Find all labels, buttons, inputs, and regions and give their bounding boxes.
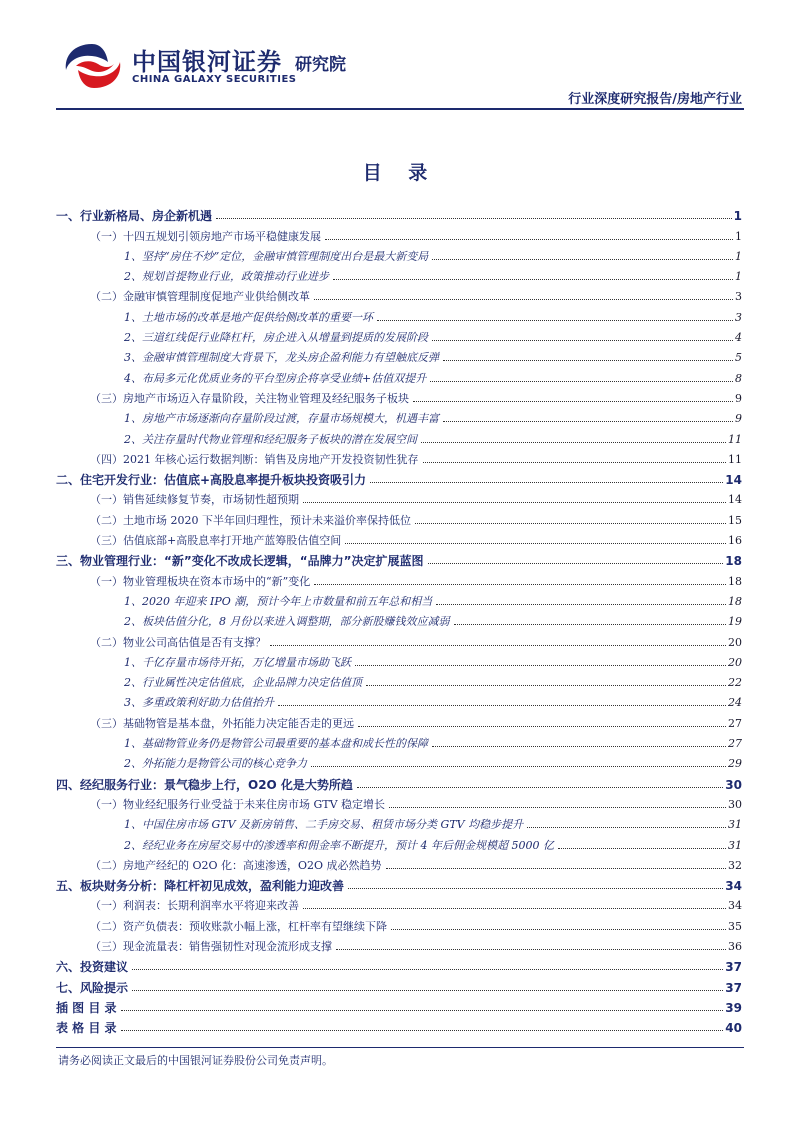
toc-leader-dots xyxy=(558,848,726,849)
toc-entry[interactable] xyxy=(56,812,742,832)
toc-entry-page: 14 xyxy=(725,473,742,488)
toc-entry-title: 表 格 目 录 xyxy=(56,1021,117,1036)
toc-entry-title: 1、千亿存量市场待开拓，万亿增量市场助飞跃 xyxy=(124,655,351,669)
company-logo xyxy=(62,40,362,100)
toc-entry-title: 四、经纪服务行业：景气稳步上行，O2O 化是大势所趋 xyxy=(56,777,353,792)
toc-entry-title: （二）资产负债表：预收账款小幅上涨，杠杆率有望继续下降 xyxy=(90,919,387,933)
toc-entry[interactable] xyxy=(56,609,742,629)
toc-entry-page: 3 xyxy=(735,310,742,324)
research-institute-label: 研究院 xyxy=(295,55,346,75)
toc-leader-dots xyxy=(348,888,723,889)
toc-leader-dots xyxy=(386,868,726,869)
toc-entry-page: 18 xyxy=(728,574,742,588)
toc-entry-page: 15 xyxy=(728,513,742,527)
toc-entry-title: （四）2021 年核心运行数据判断：销售及房地产开发投资韧性犹存 xyxy=(90,452,419,466)
toc-entry-page: 40 xyxy=(725,1021,742,1036)
toc-entry-title: 一、行业新格局、房企新机遇 xyxy=(56,209,213,224)
toc-leader-dots xyxy=(357,787,723,788)
toc-entry-title: 4、布局多元化优质业务的平台型房企将享受业绩+估值双提升 xyxy=(124,371,427,385)
toc-entry-title: （二）金融审慎管理制度促地产业供给侧改革 xyxy=(90,290,310,304)
toc-entry-page: 36 xyxy=(728,939,742,953)
toc-leader-dots xyxy=(121,1010,724,1011)
toc-leader-dots xyxy=(311,766,726,767)
toc-leader-dots xyxy=(303,502,726,503)
toc-entry-page: 37 xyxy=(725,980,742,995)
toc-leader-dots xyxy=(413,401,733,402)
brand-name-en: CHINA GALAXY SECURITIES xyxy=(132,74,297,85)
toc-entry-title: 1、基础物管业务仍是物管公司最重要的基本盘和成长性的保障 xyxy=(124,737,428,751)
toc-entry-title: （三）基础物管是基本盘，外拓能力决定能否走的更远 xyxy=(90,716,354,730)
toc-leader-dots xyxy=(415,523,726,524)
toc-entry[interactable] xyxy=(56,589,742,609)
toc-entry-title: 2、外拓能力是物管公司的核心竞争力 xyxy=(124,757,307,771)
toc-leader-dots xyxy=(216,218,732,219)
toc-entry-title: 五、板块财务分析：降杠杆初见成效，盈利能力迎改善 xyxy=(56,879,345,894)
toc-leader-dots xyxy=(132,969,723,970)
toc-entry[interactable] xyxy=(56,710,742,730)
toc-leader-dots xyxy=(432,746,726,747)
toc-entry-title: 1、中国住房市场 GTV 及新房销售、二手房交易、租赁市场分类 GTV 均稳步提升 xyxy=(124,818,524,832)
toc-entry-page: 14 xyxy=(728,493,742,507)
toc-entry-page: 19 xyxy=(728,615,742,629)
toc-entry[interactable] xyxy=(56,995,742,1015)
report-type: 行业深度研究报告/房地产行业 xyxy=(568,92,742,107)
toc-leader-dots xyxy=(391,929,726,930)
toc-entry[interactable] xyxy=(56,507,742,527)
toc-entry-page: 16 xyxy=(728,534,742,548)
toc-entry[interactable] xyxy=(56,386,742,406)
toc-leader-dots xyxy=(421,442,726,443)
toc-entry-title: 2、行业属性决定估值底，企业品牌力决定估值顶 xyxy=(124,676,362,690)
toc-entry-title: （二）物业公司高估值是否有支撑？ xyxy=(90,635,266,649)
toc-entry[interactable] xyxy=(56,650,742,670)
toc-entry-title: 2、三道红线促行业降杠杆，房企进入从增量到提质的发展阶段 xyxy=(124,331,428,345)
toc-entry[interactable] xyxy=(56,731,742,751)
toc-entry[interactable] xyxy=(56,548,742,568)
toc-entry-page: 27 xyxy=(728,737,742,751)
toc-leader-dots xyxy=(132,990,723,991)
toc-entry-title: （三）现金流量表：销售强韧性对现金流形成支撑 xyxy=(90,939,332,953)
toc-entry-title: 1、2020 年迎来 IPO 潮，预计今年上市数量和前五年总和相当 xyxy=(124,594,433,608)
toc-leader-dots xyxy=(443,360,733,361)
toc-leader-dots xyxy=(432,259,733,260)
toc-leader-dots xyxy=(370,482,723,483)
toc-leader-dots xyxy=(428,563,724,564)
toc-entry[interactable] xyxy=(56,629,742,649)
toc-entry-title: （一）物业经纪服务行业受益于未来住房市场 GTV 稳定增长 xyxy=(90,797,386,811)
toc-entry-page: 31 xyxy=(728,818,742,832)
toc-entry-title: （二）土地市场 2020 下半年回归理性，预计未来溢价率保持低位 xyxy=(90,513,411,527)
toc-entry-page: 27 xyxy=(728,716,742,730)
toc-entry-page: 8 xyxy=(735,371,742,385)
toc-entry-page: 34 xyxy=(725,879,742,894)
toc-entry-page: 4 xyxy=(735,331,742,345)
toc-entry-page: 29 xyxy=(728,757,742,771)
toc-entry-title: 二、住宅开发行业：估值底+高股息率提升板块投资吸引力 xyxy=(56,473,367,488)
toc-entry-page: 9 xyxy=(735,412,742,426)
toc-entry-page: 1 xyxy=(735,270,742,284)
toc-leader-dots xyxy=(432,340,733,341)
toc-entry[interactable] xyxy=(56,447,742,467)
toc-entry[interactable] xyxy=(56,974,742,994)
toc-entry[interactable] xyxy=(56,365,742,385)
toc-leader-dots xyxy=(345,543,726,544)
toc-leader-dots xyxy=(430,381,733,382)
toc-entry-title: 3、金融审慎管理制度大背景下，龙头房企盈利能力有望触底反弹 xyxy=(124,351,439,365)
toc-entry-page: 37 xyxy=(725,960,742,975)
toc-entry[interactable] xyxy=(56,406,742,426)
toc-leader-dots xyxy=(366,685,726,686)
toc-entry[interactable] xyxy=(56,792,742,812)
toc-entry-page: 20 xyxy=(728,635,742,649)
toc-entry-page: 30 xyxy=(728,797,742,811)
toc-leader-dots xyxy=(303,908,726,909)
toc-entry-title: 3、多重政策利好助力估值抬升 xyxy=(124,696,274,710)
toc-entry-page: 24 xyxy=(728,696,742,710)
toc-entry-page: 30 xyxy=(725,777,742,792)
toc-entry-title: 2、板块估值分化，8 月份以来进入调整期，部分新股赚钱效应减弱 xyxy=(124,615,450,629)
toc-entry-page: 1 xyxy=(735,229,742,243)
table-of-contents xyxy=(56,203,742,1035)
toc-entry-page: 20 xyxy=(728,655,742,669)
toc-leader-dots xyxy=(358,726,726,727)
toc-entry-page: 35 xyxy=(728,919,742,933)
toc-leader-dots xyxy=(270,645,726,646)
toc-entry[interactable] xyxy=(56,528,742,548)
footer-divider xyxy=(56,1047,744,1048)
toc-entry-page: 11 xyxy=(728,432,742,446)
toc-leader-dots xyxy=(527,827,726,828)
toc-entry[interactable] xyxy=(56,873,742,893)
toc-entry-title: （一）销售延续修复节奏，市场韧性超预期 xyxy=(90,493,299,507)
toc-entry-page: 1 xyxy=(735,249,742,263)
toc-leader-dots xyxy=(454,624,727,625)
toc-entry-title: （一）十四五规划引领房地产市场平稳健康发展 xyxy=(90,229,321,243)
toc-leader-dots xyxy=(121,1030,724,1031)
toc-entry[interactable] xyxy=(56,1015,742,1035)
toc-entry[interactable] xyxy=(56,487,742,507)
toc-leader-dots xyxy=(336,949,726,950)
toc-entry-title: 七、风险提示 xyxy=(56,980,129,995)
header-divider xyxy=(56,108,744,110)
toc-entry-title: 插 图 目 录 xyxy=(56,1000,117,1015)
toc-entry[interactable] xyxy=(56,568,742,588)
toc-leader-dots xyxy=(333,279,733,280)
toc-entry-title: 1、坚持“房住不炒”定位，金融审慎管理制度出台是最大新变局 xyxy=(124,249,429,263)
toc-entry-title: （三）房地产市场迈入存量阶段，关注物业管理及经纪服务子板块 xyxy=(90,391,409,405)
toc-entry[interactable] xyxy=(56,325,742,345)
footer-disclaimer: 请务必阅读正文最后的中国银河证券股份公司免责声明。 xyxy=(58,1054,333,1067)
toc-entry-title: 1、房地产市场逐渐向存量阶段过渡，存量市场规模大，机遇丰富 xyxy=(124,412,439,426)
toc-entry[interactable] xyxy=(56,670,742,690)
toc-entry-title: 2、经纪业务在房屋交易中的渗透率和佣金率不断提升，预计 4 年后佣金规模超 5000 亿 xyxy=(124,838,554,852)
toc-entry[interactable] xyxy=(56,426,742,446)
toc-entry[interactable] xyxy=(56,934,742,954)
toc-entry[interactable] xyxy=(56,954,742,974)
brand-name-cn: 中国银河证券 xyxy=(132,48,282,76)
toc-entry-page: 18 xyxy=(728,594,742,608)
toc-entry-page: 32 xyxy=(728,858,742,872)
toc-entry-page: 34 xyxy=(728,899,742,913)
toc-entry[interactable] xyxy=(56,690,742,710)
toc-entry-title: 1、土地市场的改革是地产促供给侧改革的重要一环 xyxy=(124,310,373,324)
toc-leader-dots xyxy=(423,462,727,463)
toc-entry-page: 11 xyxy=(728,452,742,466)
toc-title: 目 录 xyxy=(362,162,438,184)
toc-entry[interactable] xyxy=(56,345,742,365)
toc-leader-dots xyxy=(443,421,733,422)
page-header xyxy=(0,0,800,110)
toc-entry[interactable] xyxy=(56,913,742,933)
toc-leader-dots xyxy=(278,705,726,706)
toc-entry[interactable] xyxy=(56,284,742,304)
toc-entry-page: 3 xyxy=(735,290,742,304)
toc-entry-page: 39 xyxy=(725,1000,742,1015)
toc-entry[interactable] xyxy=(56,467,742,487)
toc-leader-dots xyxy=(314,299,733,300)
toc-entry[interactable] xyxy=(56,264,742,284)
toc-leader-dots xyxy=(355,665,726,666)
toc-leader-dots xyxy=(389,807,726,808)
toc-entry-page: 1 xyxy=(733,209,742,224)
toc-entry-title: 六、投资建议 xyxy=(56,960,129,975)
toc-entry-title: 2、关注存量时代物业管理和经纪服务子板块的潜在发展空间 xyxy=(124,432,417,446)
toc-leader-dots xyxy=(377,320,733,321)
toc-entry[interactable] xyxy=(56,203,742,223)
toc-entry[interactable] xyxy=(56,832,742,852)
toc-entry[interactable] xyxy=(56,853,742,873)
toc-leader-dots xyxy=(436,604,726,605)
toc-leader-dots xyxy=(325,239,733,240)
toc-entry-page: 5 xyxy=(735,351,742,365)
toc-entry[interactable] xyxy=(56,771,742,791)
toc-entry-page: 9 xyxy=(735,391,742,405)
toc-leader-dots xyxy=(314,584,726,585)
toc-entry-title: （一）利润表：长期利润率水平将迎来改善 xyxy=(90,899,299,913)
toc-entry[interactable] xyxy=(56,304,742,324)
toc-entry-title: 2、规划首提物业行业，政策推动行业进步 xyxy=(124,270,329,284)
toc-entry[interactable] xyxy=(56,893,742,913)
toc-entry-title: （一）物业管理板块在资本市场中的“新”变化 xyxy=(90,574,311,588)
toc-entry-page: 22 xyxy=(728,676,742,690)
toc-entry-page: 18 xyxy=(725,554,742,569)
toc-entry[interactable] xyxy=(56,244,742,264)
toc-entry[interactable] xyxy=(56,751,742,771)
galaxy-swirl-icon xyxy=(62,40,124,92)
toc-entry-page: 31 xyxy=(728,838,742,852)
toc-entry-title: （三）估值底部+高股息率打开地产蓝筹股估值空间 xyxy=(90,534,342,548)
toc-entry-title: （二）房地产经纪的 O2O 化：高速渗透，O2O 成必然趋势 xyxy=(90,858,382,872)
toc-entry[interactable] xyxy=(56,223,742,243)
toc-entry-title: 三、物业管理行业：“新”变化不改成长逻辑，“品牌力”决定扩展蓝图 xyxy=(56,554,424,569)
